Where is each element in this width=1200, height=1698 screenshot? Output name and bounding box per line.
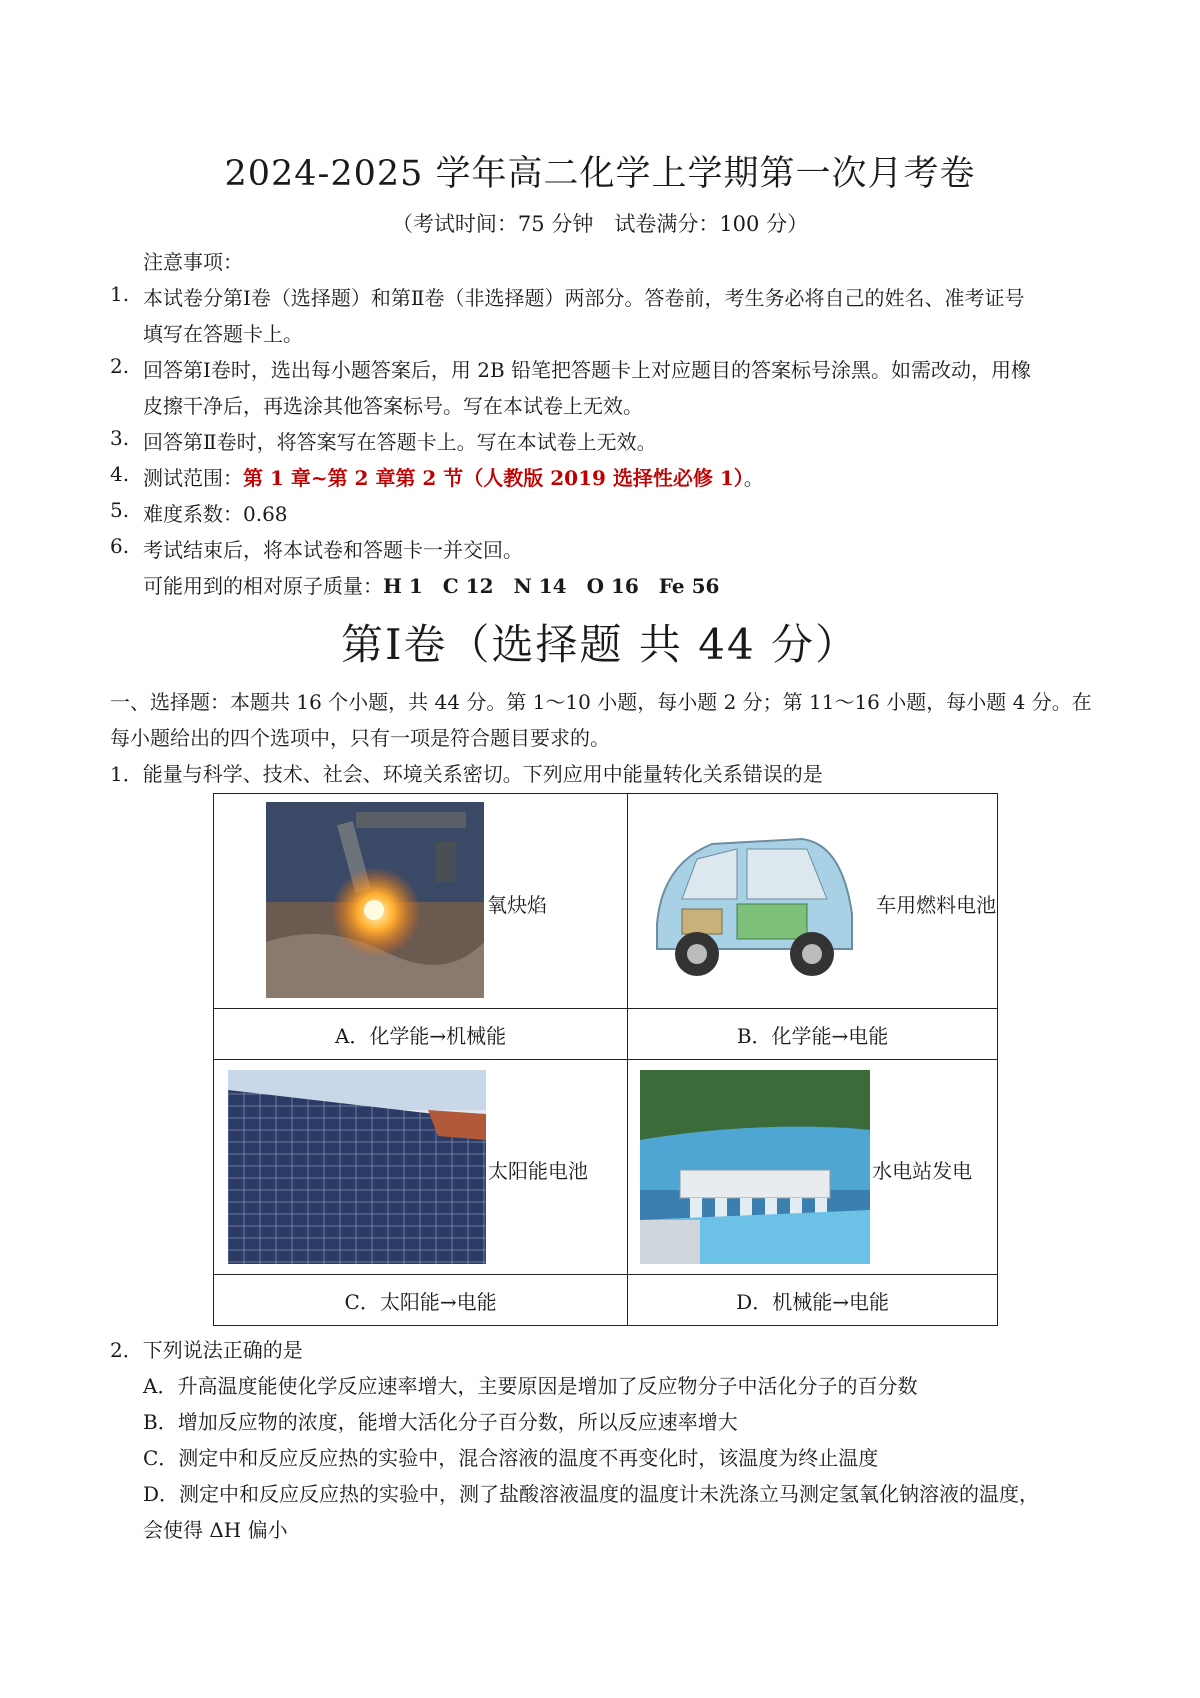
note-4-text	[143, 462, 764, 491]
solar-panel-image	[228, 1070, 486, 1264]
q1-cell-d	[628, 1060, 998, 1275]
q1-option-c: C．太阳能→电能	[214, 1275, 628, 1326]
note-3-text: 回答第Ⅱ卷时，将答案写在答题卡上。写在本试卷上无效。	[143, 430, 657, 454]
q1-caption-c: 太阳能电池	[488, 1159, 588, 1183]
q1-option-d: D．机械能→电能	[628, 1275, 998, 1326]
note-1-text: 本试卷分第Ⅰ卷（选择题）和第Ⅱ卷（非选择题）两部分。答卷前，考生务必将自己的姓名、准考证号	[143, 286, 1025, 310]
note-2-text: 回答第Ⅰ卷时，选出每小题答案后，用 2B 铅笔把答题卡上对应题目的答案标号涂黑。如需改动，用橡	[143, 358, 1032, 382]
q2-option-a: A．升高温度能使化学反应速率增大，主要原因是增加了反应物分子中活化分子的百分数	[143, 1374, 918, 1398]
test-scope-highlight: 第 1 章~第 2 章第 2 节（人教版 2019 选择性必修 1）	[243, 466, 744, 490]
hydropower-station-image	[640, 1070, 870, 1264]
note-4-prefix: 测试范围：	[143, 466, 243, 490]
atomic-mass-values: H 1 C 12 N 14 O 16 Fe 56	[383, 574, 720, 598]
q1-option-b: B．化学能→电能	[628, 1009, 998, 1060]
q2-option-d-cont: 会使得 ΔH 偏小	[143, 1518, 288, 1542]
section-intro-cont: 每小题给出的四个选项中，只有一项是符合题目要求的。	[110, 726, 610, 750]
q2-option-c: C．测定中和反应反应热的实验中，混合溶液的温度不再变化时，该温度为终止温度	[143, 1446, 879, 1470]
note-6-text: 考试结束后，将本试卷和答题卡一并交回。	[143, 538, 523, 562]
q1-caption-a: 氧炔焰	[487, 893, 547, 917]
q1-cell-b	[628, 794, 998, 1009]
q1-cell-c	[214, 1060, 628, 1275]
notes-heading: 注意事项：	[143, 250, 243, 274]
question-2-stem: 2．下列说法正确的是	[110, 1338, 303, 1362]
q1-option-a: A．化学能→机械能	[214, 1009, 628, 1060]
atomic-mass-label: 可能用到的相对原子质量：	[143, 574, 383, 598]
note-5-number: 5.	[110, 498, 130, 522]
atomic-mass-line	[143, 570, 719, 599]
section-title: 第Ⅰ卷（选择题 共 44 分）	[340, 620, 860, 669]
section-intro: 一、选择题：本题共 16 个小题，共 44 分。第 1～10 小题，每小题 2 分；第 11～16 小题，每小题 4 分。在	[110, 690, 1092, 714]
question-1-table	[213, 793, 998, 1326]
note-1-text-cont: 填写在答题卡上。	[143, 322, 303, 346]
fuel-cell-car-image	[642, 804, 862, 998]
q1-cell-a	[214, 794, 628, 1009]
note-2-text-cont: 皮擦干净后，再选涂其他答案标号。写在本试卷上无效。	[143, 394, 643, 418]
oxyacetylene-flame-image	[266, 802, 484, 998]
note-2-number: 2.	[110, 354, 130, 378]
exam-title: 2024-2025 学年高二化学上学期第一次月考卷	[224, 154, 976, 194]
note-4-number: 4.	[110, 462, 130, 486]
question-1-stem: 1．能量与科学、技术、社会、环境关系密切。下列应用中能量转化关系错误的是	[110, 762, 823, 786]
exam-subtitle: （考试时间：75 分钟 试卷满分：100 分）	[391, 212, 809, 236]
q1-caption-b: 车用燃料电池	[876, 893, 997, 917]
q2-option-b: B．增加反应物的浓度，能增大活化分子百分数，所以反应速率增大	[143, 1410, 738, 1434]
note-6-number: 6.	[110, 534, 130, 558]
q1-caption-d: 水电站发电	[872, 1159, 973, 1183]
note-5-text: 难度系数：0.68	[143, 502, 288, 526]
note-3-number: 3.	[110, 426, 130, 450]
q2-option-d: D．测定中和反应反应热的实验中，测了盐酸溶液温度的温度计未洗涤立马测定氢氧化钠溶液的温度，	[143, 1482, 1040, 1506]
note-1-number: 1.	[110, 282, 130, 306]
note-4-suffix: 。	[743, 466, 764, 490]
